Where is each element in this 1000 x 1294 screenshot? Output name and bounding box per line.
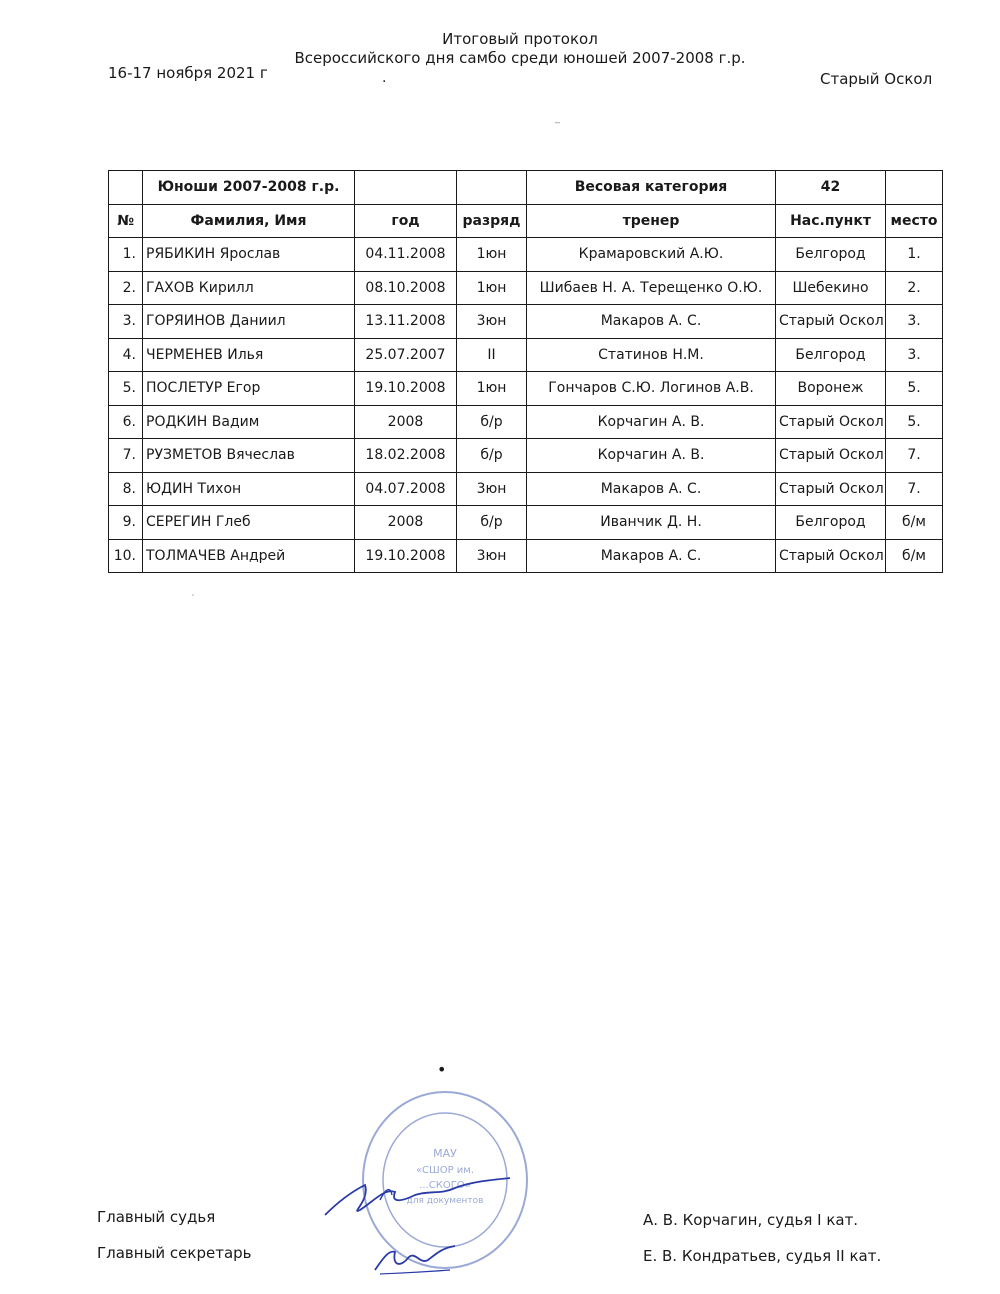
cell-number: 4. — [109, 338, 143, 372]
cell-city: Старый Оскол — [776, 305, 886, 339]
cell-name: ЧЕРМЕНЕВ Илья — [143, 338, 355, 372]
cell-number: 8. — [109, 472, 143, 506]
speck-mark: ´ — [190, 594, 195, 605]
table-row — [109, 405, 943, 439]
table-row — [109, 305, 943, 339]
results-table — [108, 170, 943, 573]
cell-name: РУЗМЕТОВ Вячеслав — [143, 439, 355, 473]
cell-rank: б/р — [457, 506, 527, 540]
cell-rank: 3юн — [457, 539, 527, 573]
table-row — [109, 238, 943, 272]
cell-city: Шебекино — [776, 271, 886, 305]
cell-name: РОДКИН Вадим — [143, 405, 355, 439]
cell-city: Белгород — [776, 338, 886, 372]
table-row — [109, 372, 943, 406]
cell-year: 19.10.2008 — [355, 539, 457, 573]
cell-rank: б/р — [457, 405, 527, 439]
column-header-year: год — [355, 204, 457, 238]
cell-rank: 3юн — [457, 305, 527, 339]
group-label: Юноши 2007-2008 г.р. — [143, 171, 355, 205]
event-date: 16-17 ноября 2021 г — [108, 64, 268, 82]
chief-judge-name: А. В. Корчагин, судья I кат. — [643, 1211, 859, 1229]
stamp-line: «СШОР им. — [415, 1165, 475, 1176]
cell-rank: 1юн — [457, 271, 527, 305]
weight-category-label: Весовая категория — [527, 171, 776, 205]
table-row — [109, 472, 943, 506]
cell-name: ЮДИН Тихон — [143, 472, 355, 506]
cell-number: 9. — [109, 506, 143, 540]
table-row — [109, 338, 943, 372]
cell-year: 18.02.2008 — [355, 439, 457, 473]
cell-coach: Шибаев Н. А. Терещенко О.Ю. — [527, 271, 776, 305]
cell-number: 3. — [109, 305, 143, 339]
empty-cell — [457, 171, 527, 205]
chief-secretary-label: Главный секретарь — [97, 1244, 252, 1262]
table-row — [109, 439, 943, 473]
speck-mark: . — [382, 70, 387, 86]
table-group-row — [109, 171, 943, 205]
cell-coach: Гончаров С.Ю. Логинов А.В. — [527, 372, 776, 406]
cell-city: Воронеж — [776, 372, 886, 406]
protocol-title: Итоговый протокол — [442, 30, 598, 48]
cell-name: ПОСЛЕТУР Егор — [143, 372, 355, 406]
empty-cell — [355, 171, 457, 205]
table-row — [109, 506, 943, 540]
cell-year: 13.11.2008 — [355, 305, 457, 339]
cell-coach: Макаров А. С. — [527, 539, 776, 573]
chief-secretary-name: Е. В. Кондратьев, судья II кат. — [643, 1247, 882, 1265]
cell-number: 10. — [109, 539, 143, 573]
weight-category-value: 42 — [776, 171, 886, 205]
cell-coach: Корчагин А. В. — [527, 439, 776, 473]
table-header-row — [109, 204, 943, 238]
cell-city: Белгород — [776, 238, 886, 272]
column-header-rank: разряд — [457, 204, 527, 238]
cell-name: ГОРЯИНОВ Даниил — [143, 305, 355, 339]
cell-coach: Корчагин А. В. — [527, 405, 776, 439]
cell-year: 2008 — [355, 506, 457, 540]
cell-city: Старый Оскол — [776, 539, 886, 573]
column-header-place: место — [886, 204, 943, 238]
empty-cell — [886, 171, 943, 205]
cell-rank: 1юн — [457, 238, 527, 272]
cell-number: 7. — [109, 439, 143, 473]
cell-name: ТОЛМАЧЕВ Андрей — [143, 539, 355, 573]
cell-rank: 1юн — [457, 372, 527, 406]
cell-rank: II — [457, 338, 527, 372]
cell-place: б/м — [886, 539, 943, 573]
stamp-line: ...СКОГО» — [419, 1180, 471, 1191]
cell-number: 1. — [109, 238, 143, 272]
cell-coach: Статинов Н.М. — [527, 338, 776, 372]
cell-coach: Макаров А. С. — [527, 472, 776, 506]
cell-place: 7. — [886, 472, 943, 506]
cell-place: 1. — [886, 238, 943, 272]
speck-mark: • — [437, 1060, 447, 1079]
cell-city: Старый Оскол — [776, 472, 886, 506]
column-header-city: Нас.пункт — [776, 204, 886, 238]
chief-secretary-signature — [370, 1240, 460, 1280]
cell-number: 6. — [109, 405, 143, 439]
cell-number: 5. — [109, 372, 143, 406]
cell-place: 3. — [886, 338, 943, 372]
cell-place: 5. — [886, 372, 943, 406]
cell-rank: б/р — [457, 439, 527, 473]
cell-year: 04.11.2008 — [355, 238, 457, 272]
cell-place: 7. — [886, 439, 943, 473]
cell-rank: 3юн — [457, 472, 527, 506]
event-title: Всероссийского дня самбо среди юношей 2007-2008 г.р. — [294, 49, 746, 67]
cell-coach: Макаров А. С. — [527, 305, 776, 339]
chief-judge-signature — [320, 1170, 520, 1230]
cell-place: 2. — [886, 271, 943, 305]
stamp-line: МАУ — [433, 1147, 457, 1160]
cell-city: Белгород — [776, 506, 886, 540]
table-row — [109, 271, 943, 305]
cell-name: РЯБИКИН Ярослав — [143, 238, 355, 272]
cell-number: 2. — [109, 271, 143, 305]
cell-year: 19.10.2008 — [355, 372, 457, 406]
column-header-name: Фамилия, Имя — [143, 204, 355, 238]
cell-city: Старый Оскол — [776, 405, 886, 439]
empty-cell — [109, 171, 143, 205]
cell-name: СЕРЕГИН Глеб — [143, 506, 355, 540]
cell-place: 3. — [886, 305, 943, 339]
cell-coach: Крамаровский А.Ю. — [527, 238, 776, 272]
column-header-number: № — [109, 204, 143, 238]
table-rows — [109, 238, 943, 573]
table-row — [109, 539, 943, 573]
cell-place: 5. — [886, 405, 943, 439]
cell-coach: Иванчик Д. Н. — [527, 506, 776, 540]
cell-name: ГАХОВ Кирилл — [143, 271, 355, 305]
event-city: Старый Оскол — [820, 70, 933, 88]
stamp-line: для документов — [406, 1196, 484, 1206]
cell-year: 2008 — [355, 405, 457, 439]
cell-year: 25.07.2007 — [355, 338, 457, 372]
speck-mark: ‾ — [555, 122, 560, 133]
cell-year: 04.07.2008 — [355, 472, 457, 506]
cell-city: Старый Оскол — [776, 439, 886, 473]
cell-place: б/м — [886, 506, 943, 540]
column-header-coach: тренер — [527, 204, 776, 238]
chief-judge-label: Главный судья — [97, 1208, 216, 1226]
cell-year: 08.10.2008 — [355, 271, 457, 305]
